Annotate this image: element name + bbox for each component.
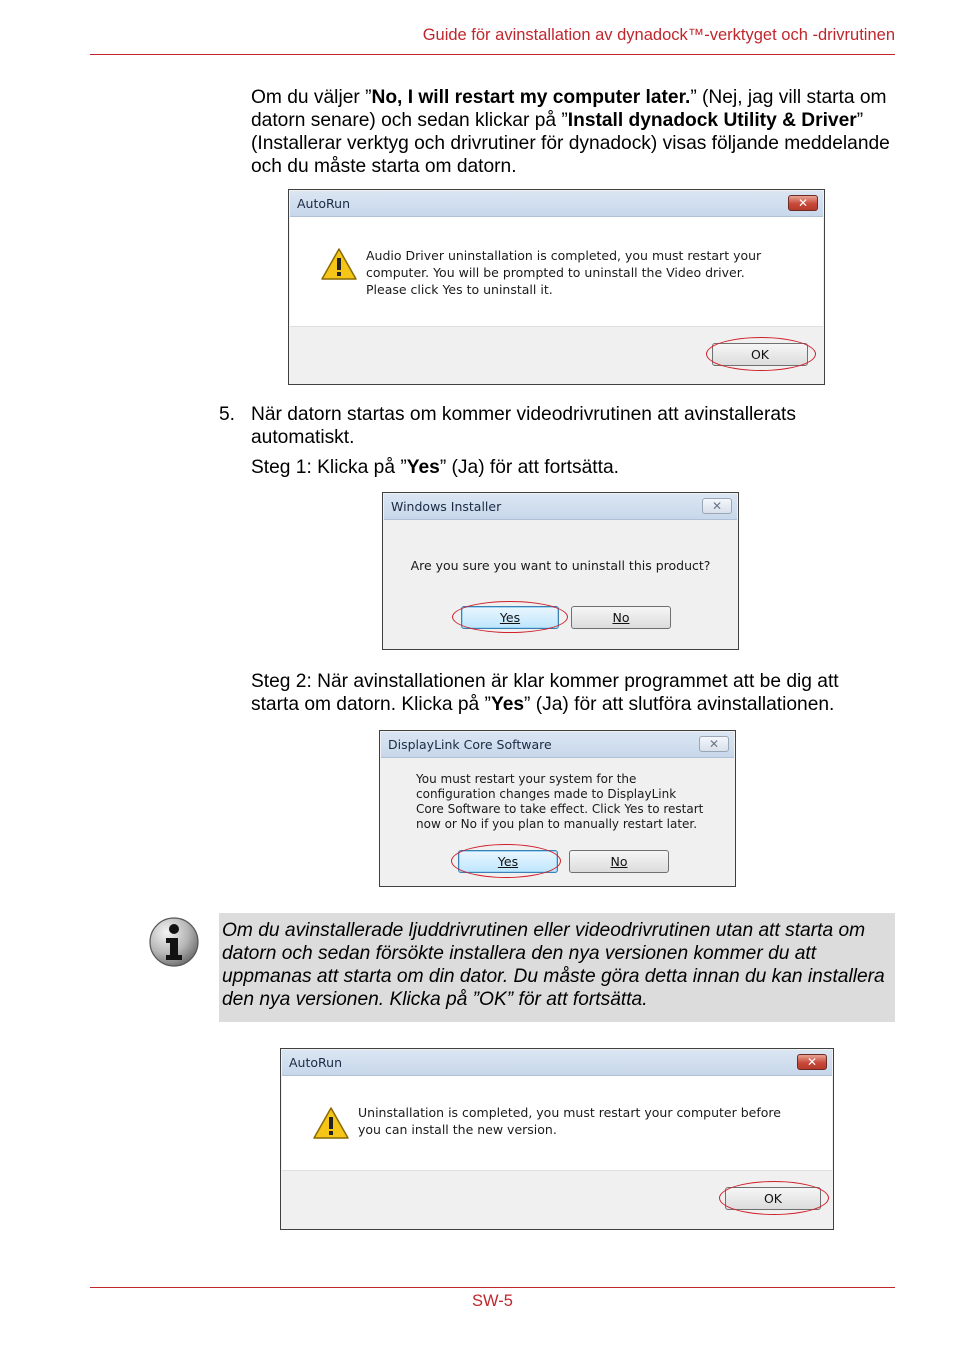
dialog-titlebar (384, 494, 737, 520)
dialog-message: Uninstallation is completed, you must restart your computer before you can install the new version. (358, 1105, 781, 1137)
autorun-dialog-2 (280, 1048, 834, 1230)
note-text: Om du avinstallerade ljuddrivrutinen eller videodrivrutinen utan att starta om datorn och sedan försökte installera den nya versionen kommer du att uppmanas att starta om din dator. Du måste göra detta innan du kan installera den nya versionen. Klicka på ”OK” för att fortsätta. (222, 920, 885, 1010)
info-icon (148, 916, 200, 968)
autorun-dialog-1 (288, 189, 825, 385)
ok-button[interactable]: OK (712, 343, 808, 366)
dialog-message: Are you sure you want to uninstall this product? (410, 558, 711, 573)
intro-text-2: ” (Nej, jag vill starta om datorn senare) och sedan klickar på ” (251, 87, 887, 131)
dialog-message: Audio Driver uninstallation is completed, you must restart your computer. You will be prompted to uninstall the Video driver. Please click Yes to uninstall it. (366, 248, 762, 297)
dialog-title: AutoRun (297, 196, 350, 211)
step2-text-1: Steg 2: När avinstallationen är klar kommer programmet att be dig att starta om datorn. Klicka på ” (251, 671, 839, 715)
step2-text (251, 670, 891, 716)
no-label: No (610, 854, 628, 869)
intro-bold-2: Install dynadock Utility & Driver (567, 110, 857, 131)
dialog-title: DisplayLink Core Software (388, 737, 552, 752)
step1-text-2: ” (Ja) för att fortsätta. (439, 457, 619, 478)
yes-label: Yes (499, 610, 521, 625)
yes-button[interactable] (461, 606, 559, 629)
note-box (219, 913, 895, 1022)
intro-text-1: Om du väljer ” (251, 87, 372, 108)
ok-button[interactable]: OK (725, 1187, 821, 1210)
step1-text (251, 456, 891, 479)
step1-bold: Yes (406, 457, 440, 478)
intro-bold-1: No, I will restart my computer later. (371, 87, 691, 108)
footer-rule (90, 1287, 895, 1288)
windows-installer-dialog (382, 492, 739, 650)
dialog-titlebar (381, 732, 734, 758)
step2-bold: Yes (490, 694, 525, 715)
close-icon[interactable]: ✕ (788, 195, 818, 211)
no-button[interactable] (569, 850, 669, 873)
step-number: 5. (219, 404, 236, 425)
step1-text-1: Steg 1: Klicka på ” (251, 457, 407, 478)
dialog-message: You must restart your system for the configuration changes made to DisplayLink Core Software to take effect. Click Yes to restart now or No if you plan to manually restart later. (416, 772, 704, 831)
warning-icon (312, 1106, 350, 1140)
page-header: Guide för avinstallation av dynadock™-verktyget och -drivrutinen (422, 26, 895, 44)
step5-text: När datorn startas om kommer videodrivrutinen att avinstallerats automatiskt. (251, 404, 796, 448)
yes-label: Yes (497, 854, 519, 869)
dialog-footer (282, 1170, 832, 1228)
no-label: No (612, 610, 630, 625)
dialog-title: Windows Installer (391, 499, 502, 514)
close-icon[interactable]: ✕ (797, 1054, 827, 1070)
dialog-titlebar (290, 191, 823, 217)
close-icon[interactable]: ✕ (702, 498, 732, 514)
close-icon[interactable]: ✕ (699, 736, 729, 752)
intro-text-3: ” (Installerar verktyg och drivrutiner för dynadock) visas följande meddelande och du måste starta om datorn. (251, 110, 890, 177)
warning-icon (320, 247, 358, 281)
dialog-titlebar (282, 1050, 832, 1076)
header-rule (90, 54, 895, 55)
dialog-content (290, 217, 823, 327)
intro-paragraph (251, 86, 897, 178)
dialog-content (282, 1076, 832, 1171)
displaylink-dialog (379, 730, 736, 887)
step2-text-2: ” (Ja) för att slutföra avinstallationen. (524, 694, 835, 715)
yes-button[interactable] (458, 850, 558, 873)
dialog-content (381, 758, 734, 886)
dialog-content (384, 520, 737, 649)
no-button[interactable] (571, 606, 671, 629)
dialog-title: AutoRun (289, 1055, 342, 1070)
dialog-footer (290, 326, 823, 383)
page-number: SW-5 (472, 1292, 513, 1310)
